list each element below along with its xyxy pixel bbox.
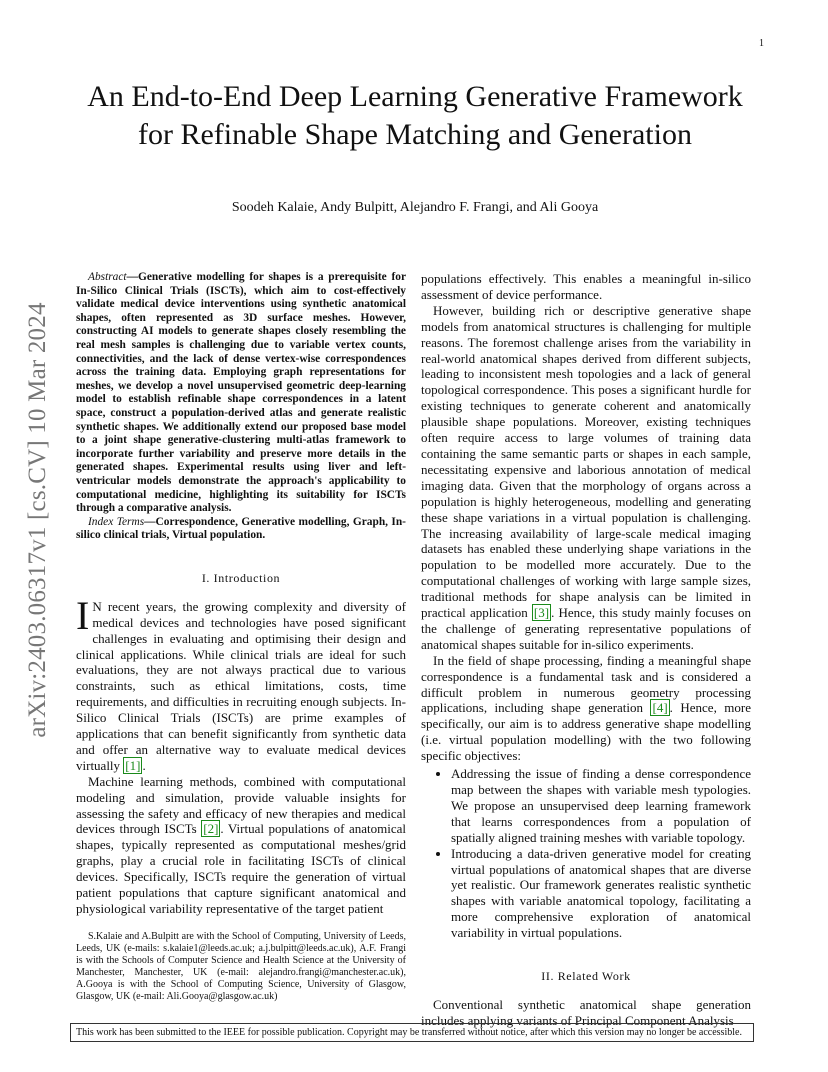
section-heading-related-work: II. Related Work <box>541 969 631 984</box>
drop-cap: I <box>76 592 90 638</box>
index-terms-text: —Correspondence, Generative modelling, Graph, In-silico clinical trials, Virtual population. <box>76 515 406 542</box>
abstract <box>76 271 406 516</box>
right-column <box>421 271 751 1029</box>
list-item: • Introducing a data-driven generative model for creating virtual populations of anatomical shapes that are diverse yet realistic. Our framework generates realistic synthetic shapes with variable anatomical topology, facilitating a more comprehensive exploration of anatomical variability in virtual populations. <box>451 846 751 941</box>
right-p2-text-b: . Hence, this study mainly focuses on the challenge of generating representative populations of anatomical shapes suitable for in-silico experiments. <box>421 605 751 652</box>
citation-link-2[interactable]: [2] <box>203 821 219 837</box>
arxiv-stamp-text: arXiv:2403.06317v1 [cs.CV] 10 Mar 2024 <box>24 302 51 738</box>
author-affiliation-footnote: S.Kalaie and A.Bulpitt are with the School of Computing, University of Leeds, Leeds, UK (e-mails: s.kalaie1@leeds.ac.uk; a.j.bulpitt@leeds.ac.uk), A.F. Frangi is with the Schools of Computer Science and Health Science at the University of Manchester, Manchester, UK (e-mail: alejandro.frangi@manchester.ac.uk), A.Gooya is with the School of Computing Science, University of Glasgow, Glasgow, UK (e-mail: Ali.Gooya@glasgow.ac.uk) <box>76 931 406 1002</box>
abstract-label: Abstract <box>88 271 127 283</box>
section-heading-introduction: I. Introduction <box>201 570 281 585</box>
right-p3-text-a: In the field of shape processing, finding a meaningful shape correspondence is a fundamental task and is considered a difficult problem in numerous geometry processing applications, including shape generation <box>421 652 751 716</box>
related-paragraph-1: Conventional synthetic anatomical shape generation includes applying variants of Principal Component Analysis <box>421 996 751 1028</box>
footnote-block <box>76 931 406 1003</box>
intro-p2-text-b: . Virtual populations of anatomical shapes, typically represented as computational meshes/grid graphs, play a crucial role in facilitating ISCTs of clinical devices. Specifically, ISCTs require the generation of virtual patient populations that capture significant anatomical and physiological variability representative of the target patient <box>76 821 406 916</box>
objectives-list <box>421 766 751 941</box>
right-p3-text-b: . Hence, more specifically, our aim is to address generative shape modelling (i.e. virtual population modelling) with the two following specific objectives: <box>421 700 751 764</box>
right-p2-text-a: However, building rich or descriptive generative shape models from anatomical structures is challenging for multiple reasons. The foremost challenge arises from the variability in real-world anatomical shapes derived from different subjects, leading to inconsistent mesh topologies and a lack of general topological correspondence. This poses a significant hurdle for existing techniques to generate coherent and anatomically plausible shape populations. Moreover, existing techniques often require access to large volumes of training data containing the same semantic parts or shapes in each sample, necessitating expensive and laborious annotation of medical imaging data. Given that the morphology of organs across a population is highly heterogeneous, modelling and generating these shape variations in a virtual population is challenging. The increasing availability of large-scale medical imaging datasets has enabled these underlying shape variations in the population to be modelled more accurately. Due to the computational challenges of working with large sample sizes, traditional methods for shape analysis can be limited in practical application <box>421 302 751 621</box>
citation-link-3[interactable]: [3] <box>533 605 550 621</box>
ieee-notice-box: This work has been submitted to the IEEE for possible publication. Copyright may be transferred without notice, after which this version may no longer be accessible. <box>70 1023 754 1042</box>
author-list: Soodeh Kalaie, Andy Bulpitt, Alejandro F. Frangi, and Ali Gooya <box>231 200 599 215</box>
intro-p1-text: N recent years, the growing complexity and diversity of medical devices and technologies have posed significant challenges in evaluating and optimising their design and clinical applications. While clinical trials are ideal for such evaluations, they are not always practical due to various constraints, such as ethical limitations, costs, time requirements, and difficulties in recruiting enough subjects. In-Silico Clinical Trials (ISCTs) are prime examples of applications that can benefit significantly from synthetic data and offer an alternative way to evaluate medical devices virtually <box>76 598 406 773</box>
citation-link-1[interactable]: [1] <box>125 757 141 773</box>
list-item: • Addressing the issue of finding a dense correspondence map between the shapes with variable mesh typologies. We propose an unsupervised deep learning framework that learns correspondences from a population of spatially aligned training meshes with variable topology. <box>451 766 751 846</box>
right-paragraph-3 <box>421 653 751 764</box>
intro-p2-text-a: Machine learning methods, combined with computational modeling and simulation, provide valuable insights for assessing the safety and efficacy of new therapies and medical devices through ISCTs <box>76 773 406 837</box>
right-paragraph-1: populations effectively. This enables a meaningful in-silico assessment of device performance. <box>421 271 751 302</box>
intro-paragraph-2 <box>76 774 406 917</box>
index-terms-label: Index Terms <box>88 515 145 528</box>
page-number: 1 <box>759 38 764 49</box>
arxiv-stamp <box>18 280 58 760</box>
intro-paragraph-1: I N recent years, the growing complexity and diversity of medical devices and technologies have posed significant challenges in evaluating and optimising their design and clinical applications. While clinical trials are ideal for such evaluations, they are not always practical due to various constraints, such as ethical limitations, costs, time requirements, and difficulties in recruiting enough subjects. In-Silico Clinical Trials (ISCTs) are prime examples of applications that can benefit significantly from synthetic data and offer an alternative way to evaluate medical devices virtually [1] . <box>76 592 406 773</box>
abstract-text: —Generative modelling for shapes is a prerequisite for In-Silico Clinical Trials (ISCTs), which aim to cost-effectively validate medical device interventions using synthetic anatomical shapes, often represented as 3D surface meshes. However, constructing AI models to generate shapes closely resembling the real mesh samples is challenging due to variable vertex counts, connectivities, and the lack of dense vertex-wise correspondences across the training data. Employing graph representations for meshes, we develop a novel unsupervised geometric deep-learning model to establish refinable shape correspondences in a latent space, construct a population-derived atlas and generate realistic synthetic shapes. We additionally extend our proposed base model to a joint shape generative-clustering multi-atlas framework to incorporate further variability and preserve more details in the generated shapes. Experimental results using liver and left-ventricular models demonstrate the approach's applicability to computational medicine, highlighting its suitability for ISCTs through a comparative analysis. <box>76 271 406 515</box>
paper-title: An End-to-End Deep Learning Generative Framework for Refinable Shape Matching and Generation <box>87 80 743 151</box>
right-paragraph-2 <box>421 303 751 653</box>
index-terms <box>76 516 406 543</box>
left-column <box>76 271 406 917</box>
citation-link-4[interactable]: [4] <box>652 700 668 716</box>
